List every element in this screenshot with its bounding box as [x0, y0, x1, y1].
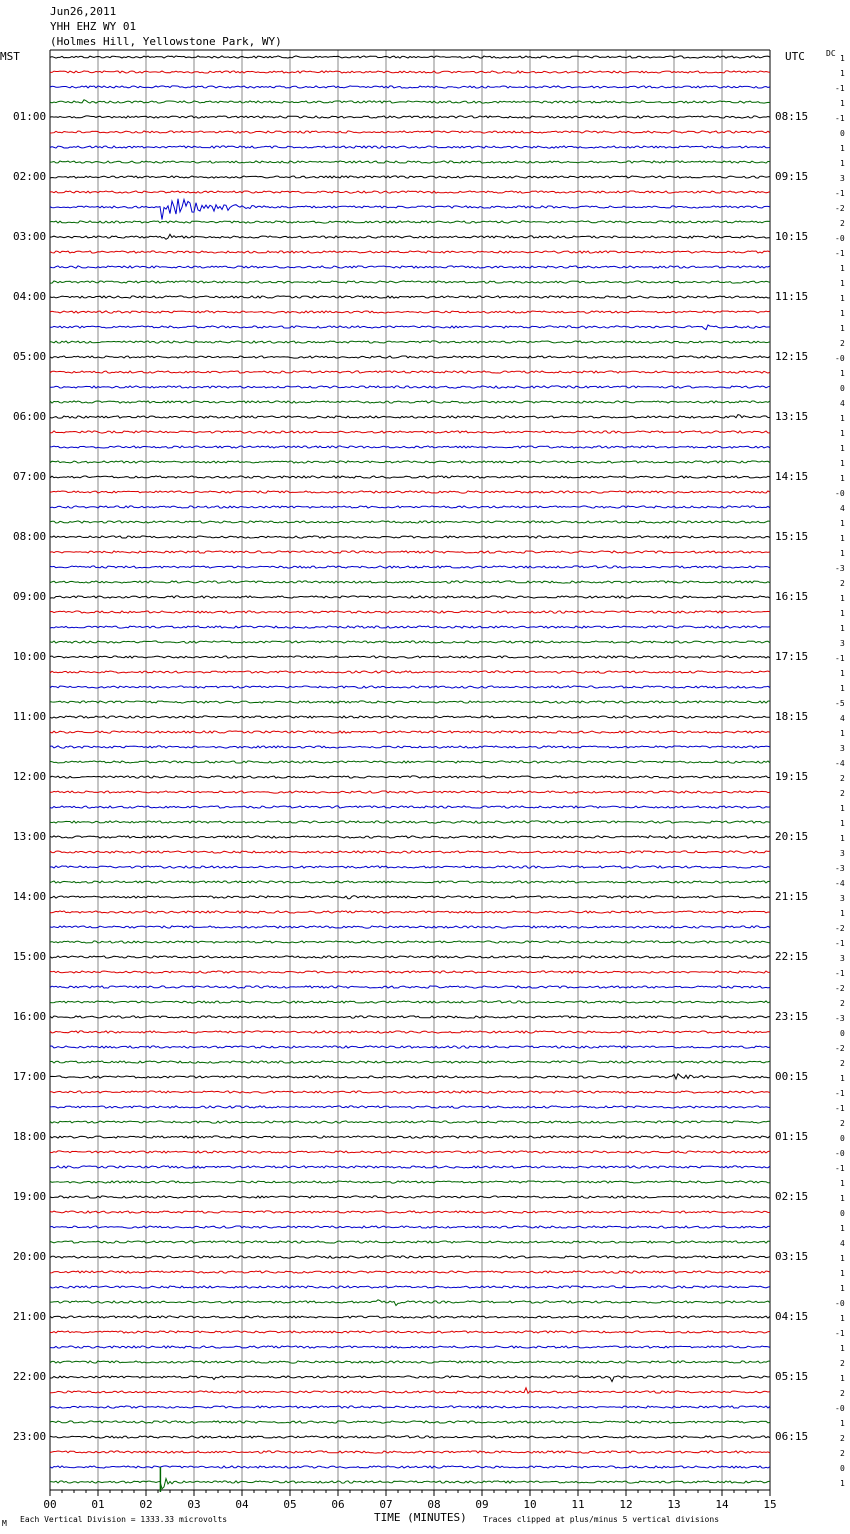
- right-timezone-label: UTC: [785, 50, 805, 63]
- mst-hour-label: 08:00: [13, 530, 47, 543]
- x-tick-label: 06: [331, 1498, 345, 1511]
- trace-row-21: [50, 371, 770, 373]
- dc-offset-value: -3: [835, 1014, 845, 1023]
- trace-row-18: [50, 325, 770, 330]
- dc-offset-value: 4: [840, 504, 845, 513]
- trace-row-8: [50, 176, 770, 178]
- x-tick-label: 00: [43, 1498, 57, 1511]
- trace-row-39: [50, 641, 770, 643]
- dc-offset-value: 3: [840, 954, 845, 963]
- trace-row-64: [50, 1016, 770, 1018]
- trace-row-4: [50, 116, 770, 118]
- x-tick-label: 08: [427, 1498, 441, 1511]
- trace-row-85: [50, 1331, 770, 1333]
- utc-hour-label: 06:15: [775, 1430, 809, 1443]
- x-tick-label: 07: [379, 1498, 393, 1511]
- x-tick-label: 09: [475, 1498, 489, 1511]
- trace-row-0: [50, 56, 770, 58]
- trace-row-36: [50, 596, 770, 598]
- dc-offset-value: 1: [840, 264, 845, 273]
- mst-hour-label: 03:00: [13, 230, 47, 243]
- dc-offset-value: 1: [840, 1284, 845, 1293]
- dc-offset-value: 0: [840, 1029, 845, 1038]
- dc-offset-value: -2: [835, 984, 845, 993]
- dc-offset-value: -2: [835, 924, 845, 933]
- trace-row-2: [50, 86, 770, 88]
- trace-row-1: [50, 71, 770, 73]
- trace-row-44: [50, 716, 770, 718]
- trace-row-43: [50, 701, 770, 703]
- trace-row-95: [50, 1479, 770, 1489]
- trace-row-24: [50, 415, 770, 419]
- dc-offset-value: 1: [840, 1194, 845, 1203]
- trace-row-53: [50, 851, 770, 853]
- dc-offset-value: 1: [840, 1479, 845, 1488]
- trace-row-63: [50, 1001, 770, 1003]
- dc-offset-value: 0: [840, 129, 845, 138]
- dc-offset-value: 3: [840, 849, 845, 858]
- utc-hour-label: 18:15: [775, 710, 809, 723]
- trace-row-76: [50, 1196, 770, 1198]
- trace-row-37: [50, 611, 770, 613]
- dc-offset-value: 1: [840, 309, 845, 318]
- dc-label: DC: [826, 49, 836, 58]
- dc-offset-value: 1: [840, 474, 845, 483]
- mst-hour-label: 11:00: [13, 710, 47, 723]
- trace-row-19: [50, 341, 770, 343]
- dc-offset-value: 2: [840, 219, 845, 228]
- trace-row-54: [50, 866, 770, 868]
- dc-offset-value: -1: [835, 654, 845, 663]
- dc-offset-value: -1: [835, 114, 845, 123]
- trace-row-62: [50, 986, 770, 988]
- dc-offset-value: 1: [840, 54, 845, 63]
- trace-row-9: [50, 191, 770, 193]
- mst-hour-label: 07:00: [13, 470, 47, 483]
- dc-offset-value: 1: [840, 729, 845, 738]
- trace-row-23: [50, 401, 770, 403]
- clip-note: Traces clipped at plus/minus 5 vertical divisions: [483, 1515, 720, 1524]
- dc-offset-value: 1: [840, 1254, 845, 1263]
- trace-row-46: [50, 746, 770, 748]
- utc-hour-label: 23:15: [775, 1010, 809, 1023]
- dc-offset-value: 1: [840, 69, 845, 78]
- dc-offset-value: -3: [835, 864, 845, 873]
- dc-offset-value: -2: [835, 204, 845, 213]
- trace-row-57: [50, 911, 770, 913]
- dc-offset-value: 1: [840, 1314, 845, 1323]
- dc-offset-value: -0: [835, 1149, 845, 1158]
- trace-row-81: [50, 1271, 770, 1273]
- mst-hour-label: 06:00: [13, 410, 47, 423]
- dc-offset-value: 1: [840, 444, 845, 453]
- seismic-traces: [50, 56, 770, 1492]
- trace-row-69: [50, 1091, 770, 1093]
- trace-row-5: [50, 131, 770, 133]
- trace-row-80: [50, 1256, 770, 1258]
- trace-row-20: [50, 356, 770, 358]
- trace-row-16: [50, 296, 770, 298]
- trace-row-30: [50, 506, 770, 508]
- utc-hour-label: 22:15: [775, 950, 809, 963]
- dc-offset-value: -1: [835, 1089, 845, 1098]
- dc-offset-value: 3: [840, 639, 845, 648]
- x-tick-label: 01: [91, 1498, 105, 1511]
- dc-offset-value: 2: [840, 1449, 845, 1458]
- trace-row-74: [50, 1166, 770, 1168]
- left-timezone-label: MST: [0, 50, 20, 63]
- mst-hour-label: 20:00: [13, 1250, 47, 1263]
- trace-row-48: [50, 776, 770, 778]
- dc-offset-value: 1: [840, 1344, 845, 1353]
- header-station: YHH EHZ WY 01: [50, 20, 137, 33]
- dc-offset-value: 1: [840, 279, 845, 288]
- trace-row-88: [50, 1376, 770, 1382]
- dc-offset-value: 2: [840, 1359, 845, 1368]
- trace-row-61: [50, 971, 770, 973]
- header-date: Jun26,2011: [50, 5, 117, 18]
- mst-hour-label: 18:00: [13, 1130, 47, 1143]
- trace-row-12: [50, 234, 770, 239]
- dc-offset-value: 1: [840, 594, 845, 603]
- mst-hour-label: 01:00: [13, 110, 47, 123]
- mst-hour-label: 22:00: [13, 1370, 47, 1383]
- trace-row-15: [50, 281, 770, 283]
- x-tick-label: 15: [763, 1498, 777, 1511]
- mst-hour-label: 14:00: [13, 890, 47, 903]
- utc-hour-label: 12:15: [775, 350, 809, 363]
- x-tick-label: 02: [139, 1498, 153, 1511]
- trace-row-42: [50, 686, 770, 688]
- trace-row-75: [50, 1181, 770, 1183]
- trace-row-38: [50, 626, 770, 628]
- utc-hour-label: 00:15: [775, 1070, 809, 1083]
- trace-row-78: [50, 1226, 770, 1228]
- dc-offset-value: -0: [835, 354, 845, 363]
- trace-row-59: [50, 941, 770, 943]
- dc-offset-value: 1: [840, 1269, 845, 1278]
- trace-row-3: [50, 100, 770, 103]
- dc-offset-value: 2: [840, 999, 845, 1008]
- dc-offset-value: 1: [840, 519, 845, 528]
- utc-hour-label: 16:15: [775, 590, 809, 603]
- utc-hour-label: 17:15: [775, 650, 809, 663]
- dc-offset-value: -1: [835, 969, 845, 978]
- dc-offset-value: -4: [835, 879, 845, 888]
- dc-offset-value: 1: [840, 609, 845, 618]
- utc-hour-label: 11:15: [775, 290, 809, 303]
- trace-row-71: [50, 1121, 770, 1123]
- utc-hour-label: 14:15: [775, 470, 809, 483]
- trace-row-70: [50, 1106, 770, 1108]
- trace-row-22: [50, 386, 770, 388]
- trace-row-86: [50, 1346, 770, 1348]
- dc-offset-value: -1: [835, 249, 845, 258]
- x-tick-label: 12: [619, 1498, 633, 1511]
- dc-offset-value: -3: [835, 564, 845, 573]
- dc-offset-value: 1: [840, 1074, 845, 1083]
- dc-offset-value: 4: [840, 1239, 845, 1248]
- dc-offset-value: 1: [840, 624, 845, 633]
- trace-row-77: [50, 1211, 770, 1213]
- trace-row-6: [50, 146, 770, 148]
- trace-row-49: [50, 791, 770, 793]
- trace-row-93: [50, 1451, 770, 1453]
- dc-offset-value: -0: [835, 1404, 845, 1413]
- trace-row-35: [50, 581, 770, 583]
- trace-row-65: [50, 1031, 770, 1033]
- utc-hour-label: 19:15: [775, 770, 809, 783]
- x-tick-label: 14: [715, 1498, 729, 1511]
- mst-hour-label: 16:00: [13, 1010, 47, 1023]
- dc-offset-value: 2: [840, 1119, 845, 1128]
- utc-hour-label: 21:15: [775, 890, 809, 903]
- dc-offset-value: 1: [840, 294, 845, 303]
- trace-row-13: [50, 251, 770, 253]
- dc-offset-value: 2: [840, 1434, 845, 1443]
- dc-offset-value: -0: [835, 489, 845, 498]
- dc-offset-value: 2: [840, 774, 845, 783]
- mst-hour-label: 05:00: [13, 350, 47, 363]
- dc-offset-value: 2: [840, 579, 845, 588]
- mst-hour-label: 17:00: [13, 1070, 47, 1083]
- utc-hour-label: 10:15: [775, 230, 809, 243]
- trace-row-41: [50, 671, 770, 673]
- dc-offset-value: 1: [840, 534, 845, 543]
- trace-row-10: [50, 199, 770, 220]
- mst-hour-label: 02:00: [13, 170, 47, 183]
- dc-offset-value: 1: [840, 1224, 845, 1233]
- trace-row-73: [50, 1151, 770, 1153]
- trace-row-79: [50, 1241, 770, 1243]
- x-axis: [43, 1490, 776, 1511]
- dc-offset-value: 1: [840, 819, 845, 828]
- x-tick-label: 13: [667, 1498, 681, 1511]
- trace-row-34: [50, 566, 770, 568]
- trace-row-87: [50, 1361, 770, 1363]
- dc-offset-value: 1: [840, 1419, 845, 1428]
- trace-row-83: [50, 1300, 770, 1306]
- dc-offset-value: 1: [840, 159, 845, 168]
- trace-row-28: [50, 476, 770, 478]
- header-location: (Holmes Hill, Yellowstone Park, WY): [50, 35, 282, 48]
- utc-hour-label: 03:15: [775, 1250, 809, 1263]
- corner-mark: M: [2, 1519, 7, 1528]
- trace-row-58: [50, 926, 770, 928]
- dc-offset-value: -4: [835, 759, 845, 768]
- dc-offset-value: 1: [840, 369, 845, 378]
- dc-offset-value: 1: [840, 669, 845, 678]
- mst-hour-label: 12:00: [13, 770, 47, 783]
- trace-row-31: [50, 521, 770, 523]
- dc-offset-value: 1: [840, 459, 845, 468]
- dc-offset-value: 4: [840, 399, 845, 408]
- trace-row-56: [50, 896, 770, 899]
- trace-row-33: [50, 551, 770, 553]
- mst-hour-label: 15:00: [13, 950, 47, 963]
- dc-offset-value: -1: [835, 939, 845, 948]
- mst-hour-label: 09:00: [13, 590, 47, 603]
- dc-offset-value: 2: [840, 1059, 845, 1068]
- dc-offset-value: 1: [840, 909, 845, 918]
- mst-hour-label: 19:00: [13, 1190, 47, 1203]
- trace-row-67: [50, 1061, 770, 1063]
- trace-row-51: [50, 821, 770, 823]
- dc-offset-value: -5: [835, 699, 845, 708]
- trace-row-26: [50, 446, 770, 448]
- trace-row-17: [50, 311, 770, 313]
- dc-offset-value: 0: [840, 384, 845, 393]
- dc-offset-value: 0: [840, 1209, 845, 1218]
- dc-offset-value: -1: [835, 1104, 845, 1113]
- dc-offset-value: 1: [840, 834, 845, 843]
- dc-offset-value: 4: [840, 714, 845, 723]
- utc-hour-label: 02:15: [775, 1190, 809, 1203]
- dc-offset-value: 1: [840, 414, 845, 423]
- dc-offset-value: -0: [835, 1299, 845, 1308]
- utc-hour-label: 05:15: [775, 1370, 809, 1383]
- trace-row-50: [50, 806, 770, 808]
- trace-row-84: [50, 1316, 770, 1318]
- utc-hour-label: 08:15: [775, 110, 809, 123]
- trace-row-29: [50, 491, 770, 493]
- utc-hour-label: 04:15: [775, 1310, 809, 1323]
- utc-hour-label: 20:15: [775, 830, 809, 843]
- trace-row-47: [50, 761, 770, 763]
- mst-hour-label: 23:00: [13, 1430, 47, 1443]
- dc-offset-value: 1: [840, 144, 845, 153]
- dc-offset-value: 3: [840, 174, 845, 183]
- trace-row-94: [50, 1466, 770, 1468]
- trace-row-60: [50, 956, 770, 958]
- trace-row-55: [50, 881, 770, 883]
- dc-offset-value: -1: [835, 189, 845, 198]
- dc-offset-value: -1: [835, 1329, 845, 1338]
- x-tick-label: 11: [571, 1498, 585, 1511]
- x-tick-label: 04: [235, 1498, 249, 1511]
- mst-hour-label: 21:00: [13, 1310, 47, 1323]
- dc-offset-value: 1: [840, 684, 845, 693]
- trace-row-66: [50, 1046, 770, 1048]
- dc-offset-value: 1: [840, 324, 845, 333]
- trace-row-40: [50, 656, 770, 658]
- utc-hour-label: 15:15: [775, 530, 809, 543]
- dc-offset-value: -2: [835, 1044, 845, 1053]
- dc-offset-value: 1: [840, 804, 845, 813]
- dc-offset-value: 2: [840, 1389, 845, 1398]
- mst-hour-label: 13:00: [13, 830, 47, 843]
- dc-offset-value: 3: [840, 744, 845, 753]
- x-tick-label: 03: [187, 1498, 201, 1511]
- trace-row-32: [50, 536, 770, 538]
- dc-offset-value: 1: [840, 1374, 845, 1383]
- trace-row-14: [50, 266, 770, 268]
- dc-offset-value: 3: [840, 894, 845, 903]
- dc-offset-value: 1: [840, 549, 845, 558]
- x-axis-title: TIME (MINUTES): [374, 1511, 467, 1524]
- dc-offset-value: 2: [840, 339, 845, 348]
- trace-row-25: [50, 431, 770, 433]
- x-tick-label: 10: [523, 1498, 537, 1511]
- x-tick-label: 05: [283, 1498, 297, 1511]
- trace-row-82: [50, 1286, 770, 1288]
- dc-offset-value: -0: [835, 234, 845, 243]
- trace-row-90: [50, 1406, 770, 1408]
- mst-hour-label: 10:00: [13, 650, 47, 663]
- dc-offset-value: 1: [840, 429, 845, 438]
- dc-offset-value: 0: [840, 1464, 845, 1473]
- dc-offset-value: 1: [840, 1179, 845, 1188]
- dc-offset-value: 2: [840, 789, 845, 798]
- utc-hour-label: 09:15: [775, 170, 809, 183]
- dc-offset-value: -1: [835, 84, 845, 93]
- scale-note: Each Vertical Division = 1333.33 microvolts: [20, 1515, 228, 1524]
- trace-row-7: [50, 161, 770, 163]
- trace-row-72: [50, 1136, 770, 1138]
- trace-row-45: [50, 731, 770, 733]
- utc-hour-label: 13:15: [775, 410, 809, 423]
- trace-row-68: [50, 1074, 770, 1079]
- dc-offset-value: 0: [840, 1134, 845, 1143]
- trace-row-91: [50, 1421, 770, 1423]
- mst-hour-label: 04:00: [13, 290, 47, 303]
- trace-row-89: [50, 1388, 770, 1394]
- utc-hour-label: 01:15: [775, 1130, 809, 1143]
- trace-row-52: [50, 836, 770, 839]
- trace-row-11: [50, 221, 770, 223]
- dc-offset-value: -1: [835, 1164, 845, 1173]
- dc-offset-value: 1: [840, 99, 845, 108]
- trace-row-92: [50, 1436, 770, 1438]
- trace-row-27: [50, 461, 770, 463]
